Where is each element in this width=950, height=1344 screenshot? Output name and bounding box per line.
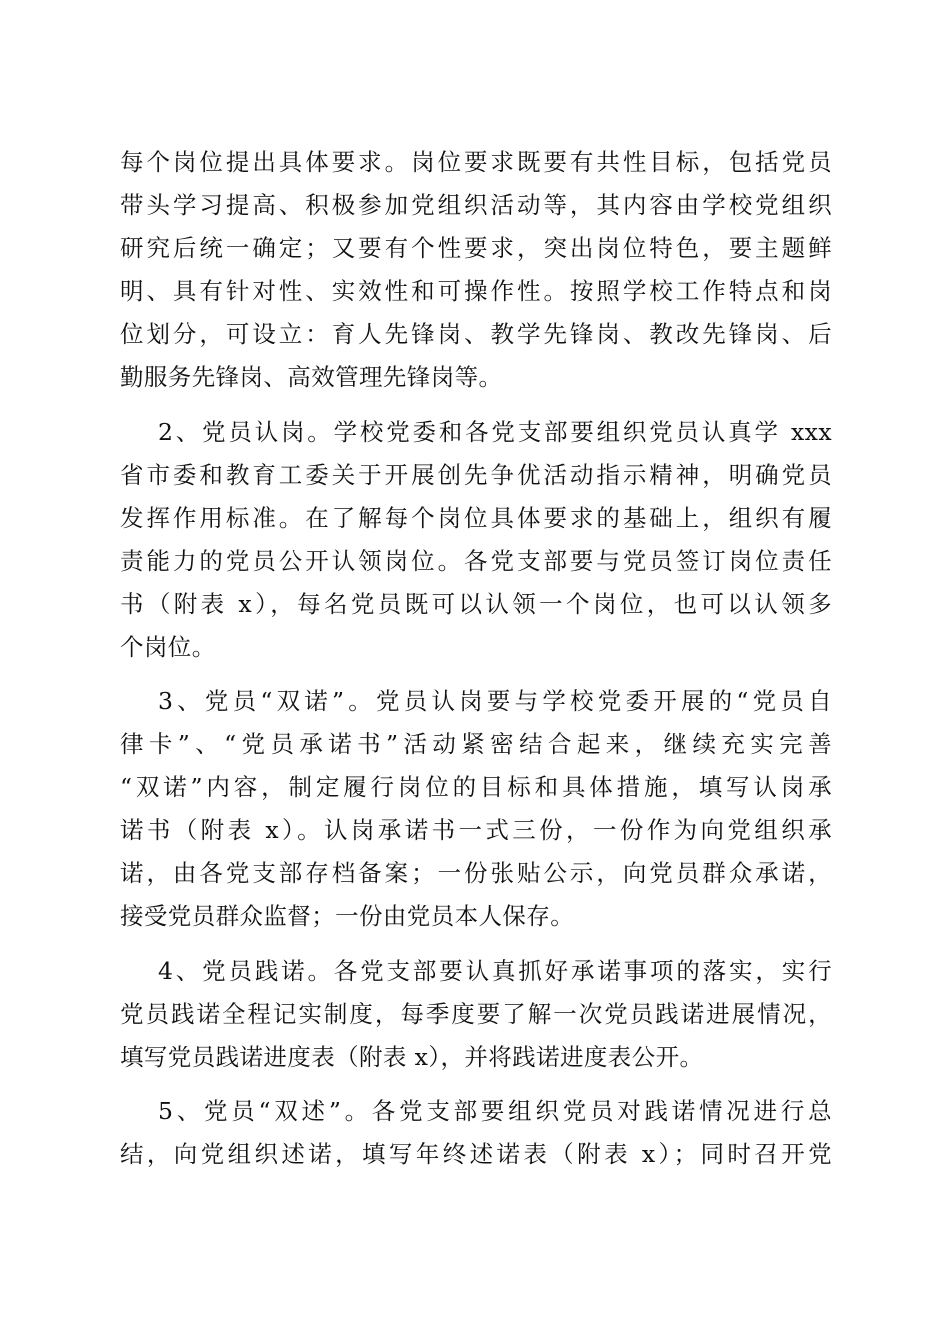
text-line: 位划分，可设立：育人先锋岗、教学先锋岗、教改先锋岗、后 <box>120 320 832 348</box>
paragraph-first-line: 5、党员“双述”。各党支部要组织党员对践诺情况进行总 <box>158 1097 832 1125</box>
paragraph-first-line: 4、党员践诺。各党支部要认真抓好承诺事项的落实，实行 <box>158 957 832 985</box>
text-line: 带头学习提高、积极参加党组织活动等，其内容由学校党组织 <box>120 191 832 219</box>
text-line: “双诺”内容，制定履行岗位的目标和具体措施，填写认岗承 <box>120 773 832 801</box>
paragraph-first-line: 2、党员认岗。学校党委和各党支部要组织党员认真学 xxx <box>158 418 832 446</box>
text-line: 接受党员群众监督；一份由党员本人保存。 <box>120 902 575 930</box>
text-line: 律卡”、“党员承诺书”活动紧密结合起来，继续充实完善 <box>120 730 832 758</box>
text-line: 明、具有针对性、实效性和可操作性。按照学校工作特点和岗 <box>120 277 832 305</box>
text-line: 责能力的党员公开认领岗位。各党支部要与党员签订岗位责任 <box>120 547 832 575</box>
text-line: 每个岗位提出具体要求。岗位要求既要有共性目标，包括党员 <box>120 148 832 176</box>
text-line: 勤服务先锋岗、高效管理先锋岗等。 <box>120 363 503 391</box>
text-line: 书（附表 x），每名党员既可以认领一个岗位，也可以认领多 <box>120 590 832 618</box>
text-line: 发挥作用标准。在了解每个岗位具体要求的基础上，组织有履 <box>120 504 832 532</box>
text-line: 研究后统一确定；又要有个性要求，突出岗位特色，要主题鲜 <box>120 234 832 262</box>
paragraph-first-line: 3、党员“双诺”。党员认岗要与学校党委开展的“党员自 <box>158 687 832 715</box>
text-line: 个岗位。 <box>120 633 216 661</box>
text-line: 党员践诺全程记实制度，每季度要了解一次党员践诺进展情况， <box>120 1000 832 1028</box>
text-line: 填写党员践诺进度表（附表 x），并将践诺进度表公开。 <box>120 1043 704 1071</box>
text-line: 诺，由各党支部存档备案；一份张贴公示，向党员群众承诺， <box>120 859 832 887</box>
text-line: 省市委和教育工委关于开展创先争优活动指示精神，明确党员 <box>120 461 832 489</box>
text-line: 结，向党组织述诺，填写年终述诺表（附表 x）；同时召开党 <box>120 1140 832 1168</box>
text-line: 诺书（附表 x）。认岗承诺书一式三份，一份作为向党组织承 <box>120 816 832 844</box>
